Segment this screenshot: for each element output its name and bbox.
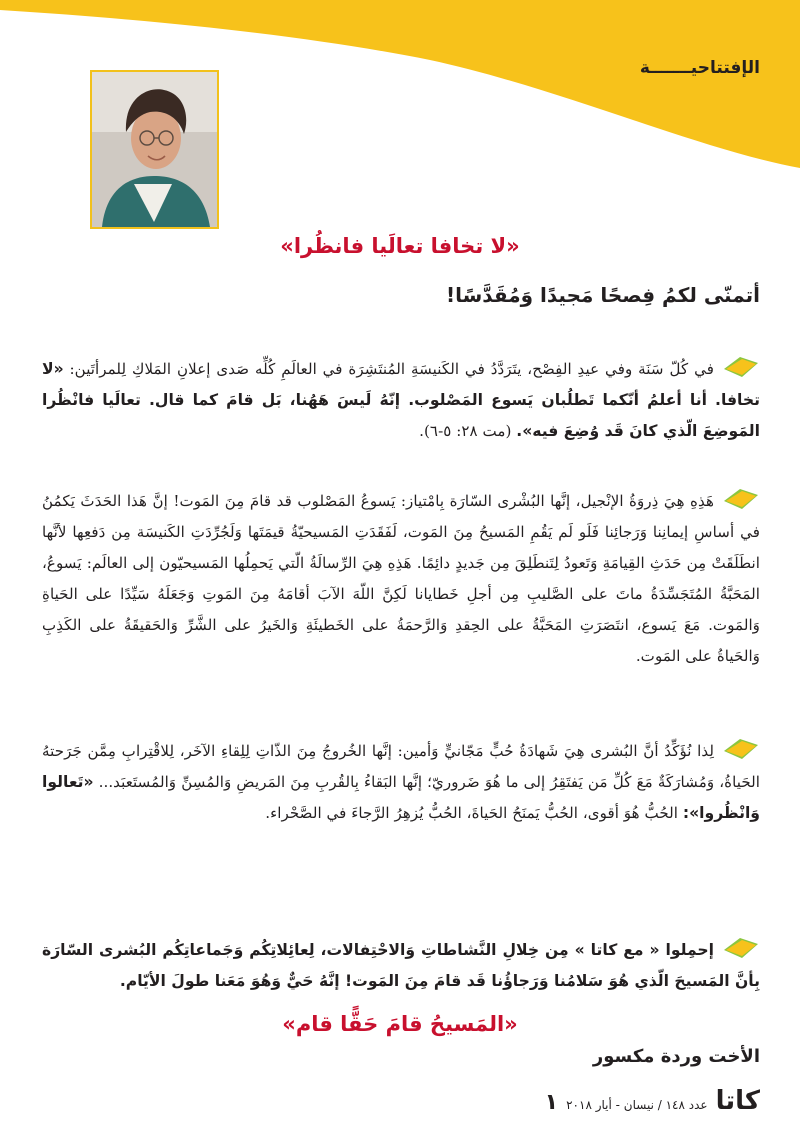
book-bullet-icon xyxy=(722,487,760,511)
paragraph-2: هَذِهِ هِيَ ذِروَةُ الإنْجيل، إنَّها البُشْرى السّارَة بِامْتياز: يَسوعُ المَصْلوب قد قامَ مِنَ المَوت! إنَّ هَذا الحَدَثَ يَكمُنُ في أساسِ إيمانِنا وَرَجائِنا فَلَو لَم يَقُمِ المَسيحُ مِنَ المَوت، لَفَقَدَتِ المَسيحيّةُ قيمَتَها وَلَجُرِّدَتِ الكَنيسَة مِن دَفعِها لأنَّها انطَلَقَتْ مِن حَدَثِ القِيامَةِ وَتَعودُ لِتَنطَلِقَ مِن جَديدٍ دائِمًا. هَذِهِ هِيَ الرِّسالَةُ الّتي يَحمِلُها المَسيحيّون إلى العالَم: يَسوعُ، المَحَبَّةُ المُتَجَسِّدَةُ ماتَ على الصَّليبِ مِن أجلِ خَطايانا لَكِنَّ اللّهَ الآبَ أقامَهُ مِنَ المَوتِ وَجَعَلَهُ سَيِّدًا على الحَياةِ وَالمَوت. مَعَ يَسوع، انتَصَرَتِ المَحَبَّةُ على الحِقدِ وَالرَّحمَةُ على الخَطيئَةِ وَالخَيرُ على الشَّرِّ وَالحَقيقَةُ على الكَذِبِ وَالحَياةُ على المَوت. xyxy=(42,486,760,672)
paragraph-3: لِذا نُؤَكِّدُ أنَّ البُشرى هِيَ شَهادَةُ حُبٍّ مَجّانيٍّ وَأمين: إنَّها الخُروجُ مِنَ الذّاتِ لِلِقاءِ الآخَر، لِلاقْتِرابِ مِمَّن جَرَحتهُ الحَياةُ، وَمُشارَكَةٌ مَعَ كُلِّ مَن يَفتَقِرُ إلى ما هُوَ ضَروريّ؛ إنَّها البَقاءُ بِالقُربِ مِنَ المَريضِ وَالمُسِنِّ وَالمُستَعبَد... «تَعالوا وَانْظُروا»: الحُبُّ هُوَ أقوى، الحُبُّ يَمنَحُ الحَياةَ، الحُبُّ يُزهِرُ الرَّجاءَ في الصَّحْراء. xyxy=(42,736,760,829)
author-signature: الأخت وردة مكسور xyxy=(592,1046,760,1067)
angel-quote: «لا تخافا. أنا أعلمُ أنّكما تَطلُبان يَسوع المَصْلوب. إنّهُ لَيسَ هَهُنا، بَل قامَ كما قال. تعالَيا فانْظُرا المَوضِعَ الّذي كانَ قَد وُضِعَ فيه». xyxy=(42,360,760,440)
page-number: ١ xyxy=(544,1090,559,1115)
book-bullet-icon xyxy=(722,936,760,960)
headline: «لا تخافا تعالَيا فانظُرا» xyxy=(280,234,520,258)
book-bullet-icon xyxy=(722,355,760,379)
magazine-logo: كاتا xyxy=(715,1086,760,1116)
section-label: الإفتتاحيـــــــة xyxy=(639,58,760,78)
greeting: أتمنّى لكمُ فِصحًا مَجيدًا وَمُقَدَّسًا! xyxy=(445,283,760,307)
paragraph-4: إحمِلوا « مع كاتا » مِن خِلالِ النَّشاطاتِ وَالاحْتِفالات، لِعائِلاتِكُم وَجَماعاتِكُم البُشرى السّارَة بِأنَّ المَسيحَ الّذي هُوَ سَلامُنا وَرَجاؤُنا قَد قامَ مِنَ المَوت! إنَّهُ حَيٌّ وَهُوَ مَعَنا طولَ الأيّام. xyxy=(42,935,760,997)
book-bullet-icon xyxy=(722,737,760,761)
paragraph-1: في كُلّ سَنَة وفي عيدِ الفِصْح، يتَرَدَّدُ في الكَنيسَةِ المُنتَشِرَة في العالَمِ كُلِّه صَدى إعلانِ المَلاكِ لِلمرأتَين: «لا تخافا. أنا أعلمُ أنّكما تَطلُبان يَسوع المَصْلوب. إنّهُ لَيسَ هَهُنا، بَل قامَ كما قال. تعالَيا فانْظُرا المَوضِعَ الّذي كانَ قَد وُضِعَ فيه». (مت ٢٨: ٥-٦). xyxy=(42,354,760,447)
page-footer xyxy=(545,1086,760,1116)
issue-info: عدد ١٤٨ / نيسان - أيار ٢٠١٨ xyxy=(566,1098,708,1112)
author-photo xyxy=(90,70,219,229)
closing-slogan: «المَسيحُ قامَ حَقًّا قام» xyxy=(282,1012,518,1036)
